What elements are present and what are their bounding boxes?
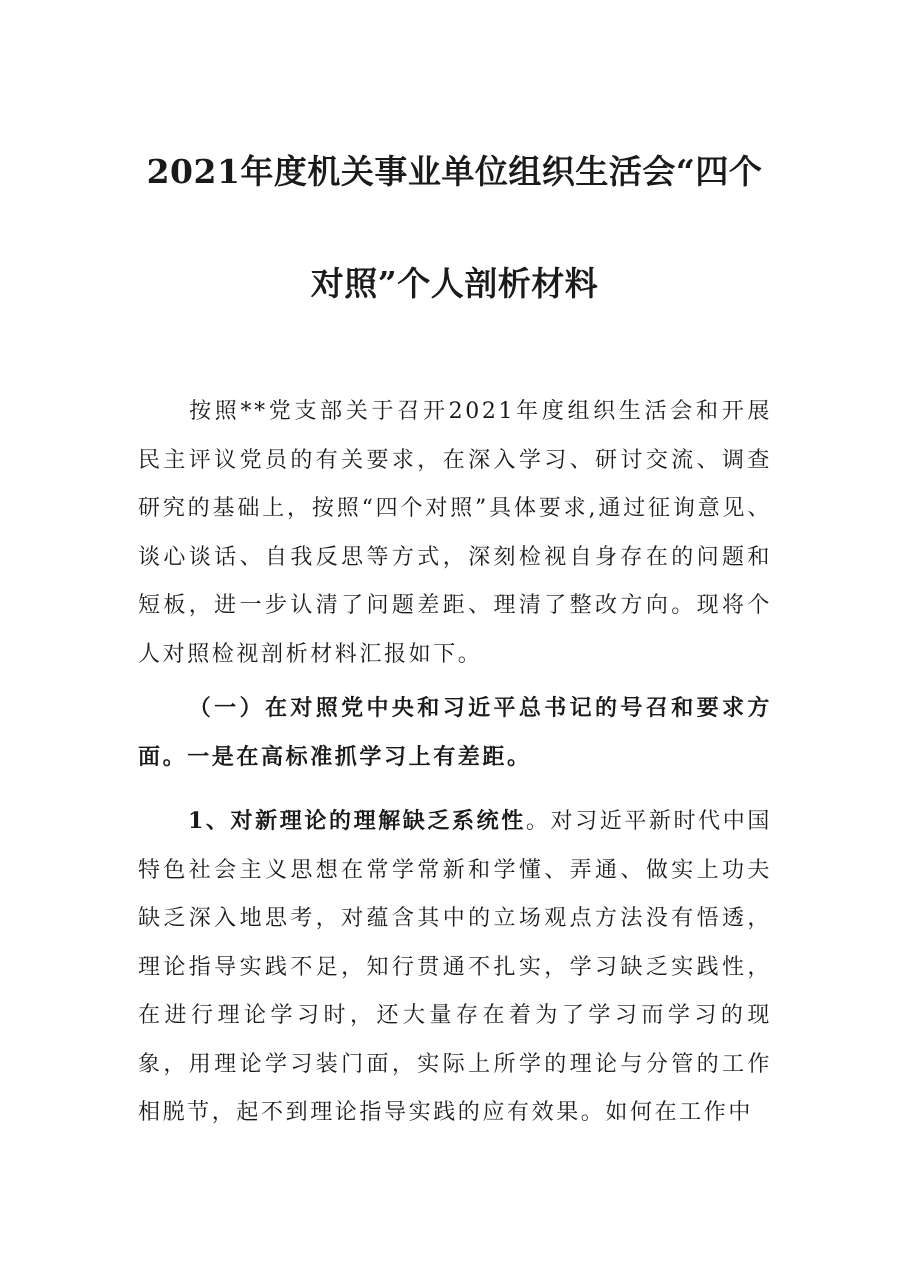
intro-paragraph-text: 按照**党支部关于召开2021年度组织生活会和开展民主评议党员的有关要求，在深入学习、研讨交流、调查研究的基础上，按照“四个对照”具体要求,通过征询意见、谈心谈话、自我反思等方式，深刻检视自身存在的问题和短板，进一步认清了问题差距、理清了整改方向。现将个人对照检视剖析材料汇报如下。 xyxy=(138,399,772,667)
section-heading-text: （一）在对照党中央和习近平总书记的号召和要求方面。一是在高标准抓学习上有差距。 xyxy=(138,695,772,770)
document-title-line2: 对照”个人剖析材料 xyxy=(310,264,599,303)
item1-body: 。对习近平新时代中国特色社会主义思想在常学常新和学懂、弄通、做实上功夫缺乏深入地思考，对蕴含其中的立场观点方法没有悟透，理论指导实践不足，知行贯通不扎实，学习缺乏实践性，在进行理论学习时，还大量存在着为了学习而学习的现象，用理论学习装门面，实际上所学的理论与分管的工作相脱节，起不到理论指导实践的应有效果。如何在工作中 xyxy=(138,809,772,1125)
document-title-line1: 2021年度机关事业单位组织生活会“四个 xyxy=(146,152,763,191)
section-heading xyxy=(138,684,772,781)
intro-paragraph xyxy=(138,388,772,679)
item1-paragraph xyxy=(138,797,772,1138)
item1-heading: 1、对新理论的理解缺乏系统性 xyxy=(188,808,526,834)
